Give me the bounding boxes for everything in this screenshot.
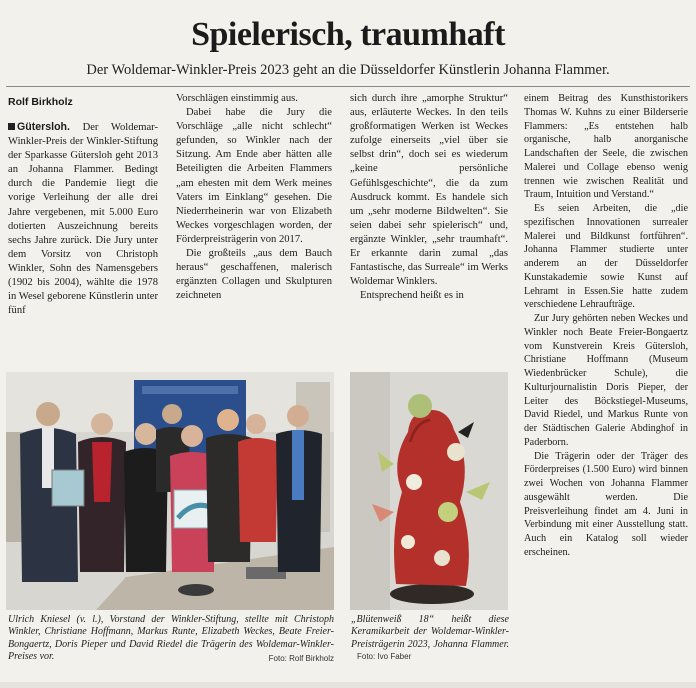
paragraph: einem Beitrag des Kunsthistorikers Thomas W. Kuhns zu einer Bilderserie Flammers: „Es entstehen halb organische, halb anorganische Landschaften der Seele, die zwischen Malerei und Collage ebenso wenig trennen wie zwischen Realität und Traum, Intuition und Verstand.“ bbox=[524, 93, 688, 201]
paragraph: sich durch ihre „amorphe Struktur“ aus, erläuterte Weckes. In den teils großformatigen Werken ist Weckes zufolge einerseits „viel über sie selbst drin“, doch sei es wiederum „keine persönliche Gefühlsgeschichte“, die da zum Ausdruck kommt. Es handele sich um „sehr moderne Bildwelten“. Sie seien dabei sehr spielerisch“ und, ergänzte Winkler, „sehr traumhaft“. Er erkannte darin zumal „das Fantastische, das Surreale“ im Werks Woldemar Winklers. bbox=[350, 93, 508, 288]
dateline: Gütersloh. bbox=[17, 121, 70, 133]
caption-text: „Blütenweiß 18“ heißt diese Keramikarbeit der Woldemar-Winkler-Preisträgerin 2023, Johanna Flammer. bbox=[351, 614, 509, 650]
paragraph: Die großteils „aus dem Bauch heraus“ geschaffenen, malerisch ergänzten Collagen und Skulpturen zeichneten bbox=[176, 248, 332, 302]
ceramic-photo bbox=[350, 372, 508, 610]
paragraph: Es seien Arbeiten, die „die spezifischen Innovationen surrealer Malerei und Bildkunst fortführen“. Johanna Flammer studierte unter anderem an der Düsseldorfer Kunstakademie sowie Kunst auf Lehramt in Essen.Sie hatte zudem verschiedene Lehraufträge. bbox=[524, 203, 688, 311]
divider bbox=[6, 86, 690, 87]
caption-text: Ulrich Kniesel (v. l.), Vorstand der Winkler-Stiftung, stellte mit Christoph Winkler, Christiane Hoffmann, Markus Runte, Elizabeth Weckes, Beate Freier-Bongaertz, Doris Pieper und David Riedel die Trägerin des Woldemar-Winkler-Preises vor. bbox=[8, 614, 334, 663]
column-2 bbox=[176, 92, 332, 303]
page-edge bbox=[0, 682, 696, 688]
photo-credit: Foto: Ivo Faber bbox=[357, 652, 412, 662]
photo-caption bbox=[8, 614, 334, 666]
author-byline: Rolf Birkholz bbox=[8, 96, 73, 108]
column-4 bbox=[524, 92, 688, 560]
square-bullet-icon bbox=[8, 123, 15, 130]
photo-credit: Foto: Rolf Birkholz bbox=[268, 654, 334, 664]
column-3 bbox=[350, 92, 508, 303]
paragraph: Dabei habe die Jury die Vorschläge „alle nicht schlecht“ gefunden, so Winkler nach der Sitzung. Am Ende aber hätten alle Beteiligten die Arbeiten Flammers „am ehesten mit dem Werk meines Vaters im Einklang“ gesehen. Die Niederrheinerin war von Elizabeth Weckes vorgeschlagen worden, der Förderpreisträgerin von 2017. bbox=[176, 107, 332, 245]
paragraph: Entsprechend heißt es in bbox=[360, 290, 464, 302]
paragraph: Der Woldemar-Winkler-Preis der Winkler-Stiftung der Sparkasse Gütersloh geht 2013 an Johanna Flammer. Bedingt durch die Pandemie liegt die vorige Verleihung der alle drei Jahre vergebenen, mit 5.000 Euro dotierten Auszeichnung bereits sechs Jahre zurück. Die Jury unter dem Vorsitz von Christoph Winkler, Sohn des Namensgebers (1902 bis 2004), wählte die 1978 in Wesel geborene Künstlerin unter fünf bbox=[8, 122, 158, 317]
subheadline: Der Woldemar-Winkler-Preis 2023 geht an die Düsseldorfer Künstlerin Johanna Flammer. bbox=[86, 62, 610, 78]
column-1 bbox=[8, 120, 158, 318]
paragraph: Zur Jury gehörten neben Weckes und Winkler noch Beate Freier-Bongaertz vom Kunstverein Kreis Gütersloh, Christiane Hoffmann (Museum Wiedenbrücker Schule), die Kulturjournalistin Doris Pieper, der Leiter des Böckstiegel-Museums, David Riedel, und Markus Runte von der Städtischen Galerie Abdinghof in Paderborn. bbox=[524, 313, 688, 448]
paragraph: Die Trägerin oder der Träger des Förderpreises (1.500 Euro) wird binnen zwei Wochen von Johanna Flammer ausgewählt werden. Die Preisverleihung findet am 4. Juni in Verbindung mit einer Ausstellung statt. Auch ein Katalog soll wieder erscheinen. bbox=[524, 450, 688, 558]
group-photo bbox=[6, 372, 334, 610]
paragraph: Vorschlägen einstimmig aus. bbox=[176, 93, 298, 104]
headline: Spielerisch, traumhaft bbox=[191, 16, 505, 53]
photo-caption bbox=[351, 614, 509, 664]
